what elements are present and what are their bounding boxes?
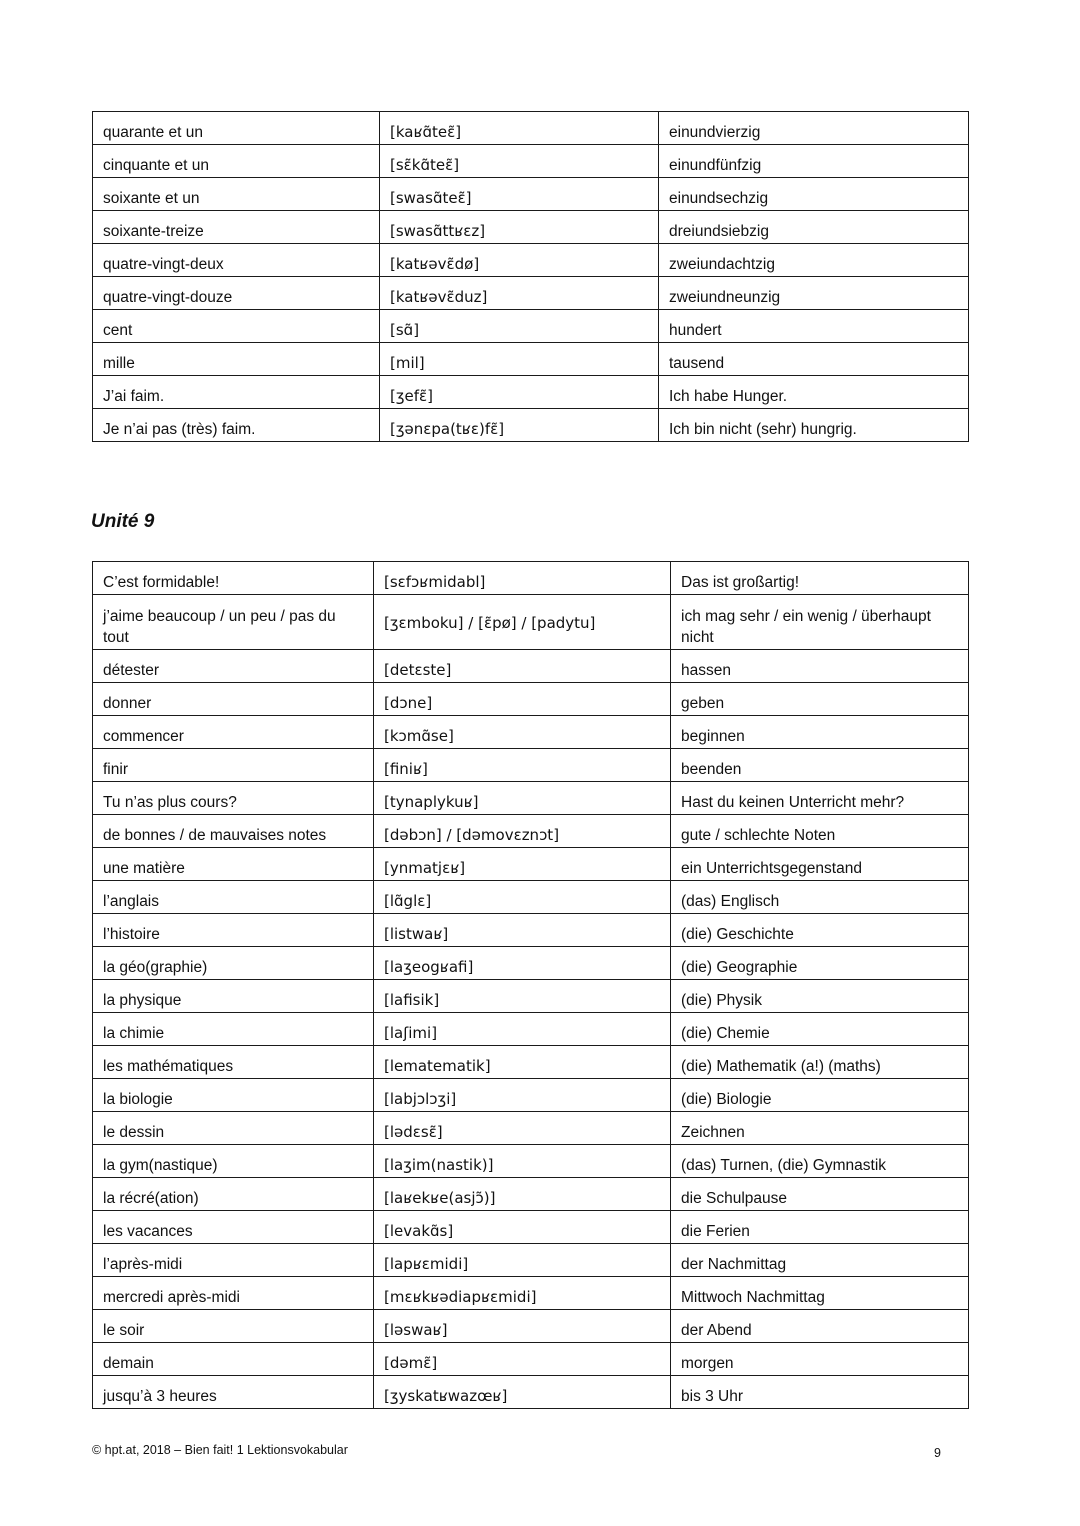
french-term: la géo(graphie) <box>93 947 374 980</box>
french-term: le dessin <box>93 1112 374 1145</box>
table-row <box>93 1145 969 1178</box>
vocab-table-2-body <box>93 562 969 1409</box>
table-row <box>93 1376 969 1409</box>
table-row <box>93 595 969 650</box>
phonetic-transcription: [katʁəvɛ̃dø] <box>380 244 659 277</box>
german-translation: die Ferien <box>671 1211 969 1244</box>
german-translation: einundvierzig <box>659 112 969 145</box>
german-translation: der Abend <box>671 1310 969 1343</box>
french-term: la physique <box>93 980 374 1013</box>
german-translation: tausend <box>659 343 969 376</box>
table-row <box>93 310 969 343</box>
table-row <box>93 178 969 211</box>
german-translation: bis 3 Uhr <box>671 1376 969 1409</box>
french-term: de bonnes / de mauvaises notes <box>93 815 374 848</box>
german-translation: hundert <box>659 310 969 343</box>
phonetic-transcription: [katʁəvɛ̃duz] <box>380 277 659 310</box>
phonetic-transcription: [laʒeogʁafi] <box>374 947 671 980</box>
table-row <box>93 947 969 980</box>
phonetic-transcription: [ʒənɛpa(tʁɛ)fɛ̃] <box>380 409 659 442</box>
french-term: soixante et un <box>93 178 380 211</box>
table-row <box>93 244 969 277</box>
phonetic-transcription: [ʒefɛ̃] <box>380 376 659 409</box>
phonetic-transcription: [lafisik] <box>374 980 671 1013</box>
german-translation: (das) Englisch <box>671 881 969 914</box>
phonetic-transcription: [lɑ̃glɛ] <box>374 881 671 914</box>
phonetic-transcription: [laʒim(nastik)] <box>374 1145 671 1178</box>
french-term: quatre-vingt-deux <box>93 244 380 277</box>
section-title: Unité 9 <box>91 511 155 532</box>
phonetic-transcription: [ynmatjɛʁ] <box>374 848 671 881</box>
table-row <box>93 211 969 244</box>
table-row <box>93 1112 969 1145</box>
table-row <box>93 1013 969 1046</box>
german-translation: die Schulpause <box>671 1178 969 1211</box>
german-translation: Das ist großartig! <box>671 562 969 595</box>
french-term: les mathématiques <box>93 1046 374 1079</box>
phonetic-transcription: [lematematik] <box>374 1046 671 1079</box>
table-row <box>93 1046 969 1079</box>
table-row <box>93 1244 969 1277</box>
table-row <box>93 343 969 376</box>
french-term: commencer <box>93 716 374 749</box>
table-row <box>93 782 969 815</box>
table-row <box>93 145 969 178</box>
table-row <box>93 112 969 145</box>
table-row <box>93 1079 969 1112</box>
phonetic-transcription: [ləswaʁ] <box>374 1310 671 1343</box>
phonetic-transcription: [dɔne] <box>374 683 671 716</box>
french-term: demain <box>93 1343 374 1376</box>
phonetic-transcription: [laʃimi] <box>374 1013 671 1046</box>
french-term: cinquante et un <box>93 145 380 178</box>
phonetic-transcription: [sɛfɔʁmidabl] <box>374 562 671 595</box>
german-translation: einundsechzig <box>659 178 969 211</box>
phonetic-transcription: [kɔmɑ̃se] <box>374 716 671 749</box>
german-translation: zweiundneunzig <box>659 277 969 310</box>
phonetic-transcription: [listwaʁ] <box>374 914 671 947</box>
table-row <box>93 1178 969 1211</box>
german-translation: (die) Geographie <box>671 947 969 980</box>
french-term: jusqu’à 3 heures <box>93 1376 374 1409</box>
french-term: la récré(ation) <box>93 1178 374 1211</box>
phonetic-transcription: [ʒɛmboku] / [ɛ̃pø] / [padytu] <box>374 595 671 650</box>
french-term: l’histoire <box>93 914 374 947</box>
german-translation: (das) Turnen, (die) Gymnastik <box>671 1145 969 1178</box>
phonetic-transcription: [lapʁɛmidi] <box>374 1244 671 1277</box>
french-term: détester <box>93 650 374 683</box>
phonetic-transcription: [finiʁ] <box>374 749 671 782</box>
german-translation: (die) Mathematik (a!) (maths) <box>671 1046 969 1079</box>
french-term: quarante et un <box>93 112 380 145</box>
page-number: 9 <box>934 1446 941 1460</box>
german-translation: (die) Physik <box>671 980 969 1013</box>
german-translation: gute / schlechte Noten <box>671 815 969 848</box>
french-term: une matière <box>93 848 374 881</box>
german-translation: beenden <box>671 749 969 782</box>
french-term: l’après-midi <box>93 1244 374 1277</box>
german-translation: geben <box>671 683 969 716</box>
table-row <box>93 749 969 782</box>
french-term: C’est formidable! <box>93 562 374 595</box>
table-row <box>93 376 969 409</box>
phonetic-transcription: [laʁekʁe(asjɔ̃)] <box>374 1178 671 1211</box>
french-term: l’anglais <box>93 881 374 914</box>
french-term: le soir <box>93 1310 374 1343</box>
vocab-table-2 <box>92 561 969 1409</box>
table-row <box>93 815 969 848</box>
phonetic-transcription: [sɑ̃] <box>380 310 659 343</box>
phonetic-transcription: [mɛʁkʁədiapʁɛmidi] <box>374 1277 671 1310</box>
german-translation: einundfünfzig <box>659 145 969 178</box>
phonetic-transcription: [mil] <box>380 343 659 376</box>
french-term: la gym(nastique) <box>93 1145 374 1178</box>
german-translation: dreiundsiebzig <box>659 211 969 244</box>
german-translation: der Nachmittag <box>671 1244 969 1277</box>
french-term: j’aime beaucoup / un peu / pas du tout <box>93 595 374 650</box>
phonetic-transcription: [detɛste] <box>374 650 671 683</box>
phonetic-transcription: [dəbɔn] / [dəmovɛznɔt] <box>374 815 671 848</box>
french-term: donner <box>93 683 374 716</box>
french-term: Je n’ai pas (très) faim. <box>93 409 380 442</box>
table-row <box>93 562 969 595</box>
table-row <box>93 409 969 442</box>
table-row <box>93 277 969 310</box>
french-term: mille <box>93 343 380 376</box>
german-translation: beginnen <box>671 716 969 749</box>
phonetic-transcription: [sɛ̃kɑ̃teɛ̃] <box>380 145 659 178</box>
german-translation: zweiundachtzig <box>659 244 969 277</box>
german-translation: ein Unterrichtsgegenstand <box>671 848 969 881</box>
german-translation: (die) Geschichte <box>671 914 969 947</box>
german-translation: Ich bin nicht (sehr) hungrig. <box>659 409 969 442</box>
table-row <box>93 1343 969 1376</box>
phonetic-transcription: [swasɑ̃ttʁɛz] <box>380 211 659 244</box>
german-translation: hassen <box>671 650 969 683</box>
vocab-table-1 <box>92 111 969 442</box>
table-row <box>93 716 969 749</box>
table-row <box>93 1277 969 1310</box>
phonetic-transcription: [lədɛsɛ̃] <box>374 1112 671 1145</box>
table-row <box>93 1211 969 1244</box>
french-term: J’ai faim. <box>93 376 380 409</box>
german-translation: morgen <box>671 1343 969 1376</box>
french-term: la chimie <box>93 1013 374 1046</box>
french-term: cent <box>93 310 380 343</box>
german-translation: Zeichnen <box>671 1112 969 1145</box>
table-row <box>93 1310 969 1343</box>
phonetic-transcription: [dəmɛ̃] <box>374 1343 671 1376</box>
phonetic-transcription: [levakɑ̃s] <box>374 1211 671 1244</box>
vocab-table-1-body <box>93 112 969 442</box>
table-row <box>93 881 969 914</box>
phonetic-transcription: [kaʁɑ̃teɛ̃] <box>380 112 659 145</box>
table-row <box>93 914 969 947</box>
phonetic-transcription: [swasɑ̃teɛ̃] <box>380 178 659 211</box>
french-term: les vacances <box>93 1211 374 1244</box>
german-translation: Mittwoch Nachmittag <box>671 1277 969 1310</box>
table-row <box>93 980 969 1013</box>
german-translation: (die) Chemie <box>671 1013 969 1046</box>
french-term: la biologie <box>93 1079 374 1112</box>
french-term: finir <box>93 749 374 782</box>
german-translation: Hast du keinen Unterricht mehr? <box>671 782 969 815</box>
phonetic-transcription: [ʒyskatʁwazœʁ] <box>374 1376 671 1409</box>
german-translation: Ich habe Hunger. <box>659 376 969 409</box>
french-term: soixante-treize <box>93 211 380 244</box>
french-term: Tu n’as plus cours? <box>93 782 374 815</box>
footer-copyright: © hpt.at, 2018 – Bien fait! 1 Lektionsvokabular <box>92 1443 348 1457</box>
table-row <box>93 650 969 683</box>
german-translation: (die) Biologie <box>671 1079 969 1112</box>
table-row <box>93 683 969 716</box>
french-term: quatre-vingt-douze <box>93 277 380 310</box>
phonetic-transcription: [labjɔlɔʒi] <box>374 1079 671 1112</box>
table-row <box>93 848 969 881</box>
french-term: mercredi après-midi <box>93 1277 374 1310</box>
phonetic-transcription: [tynaplykuʁ] <box>374 782 671 815</box>
german-translation: ich mag sehr / ein wenig / überhaupt nicht <box>671 595 969 650</box>
